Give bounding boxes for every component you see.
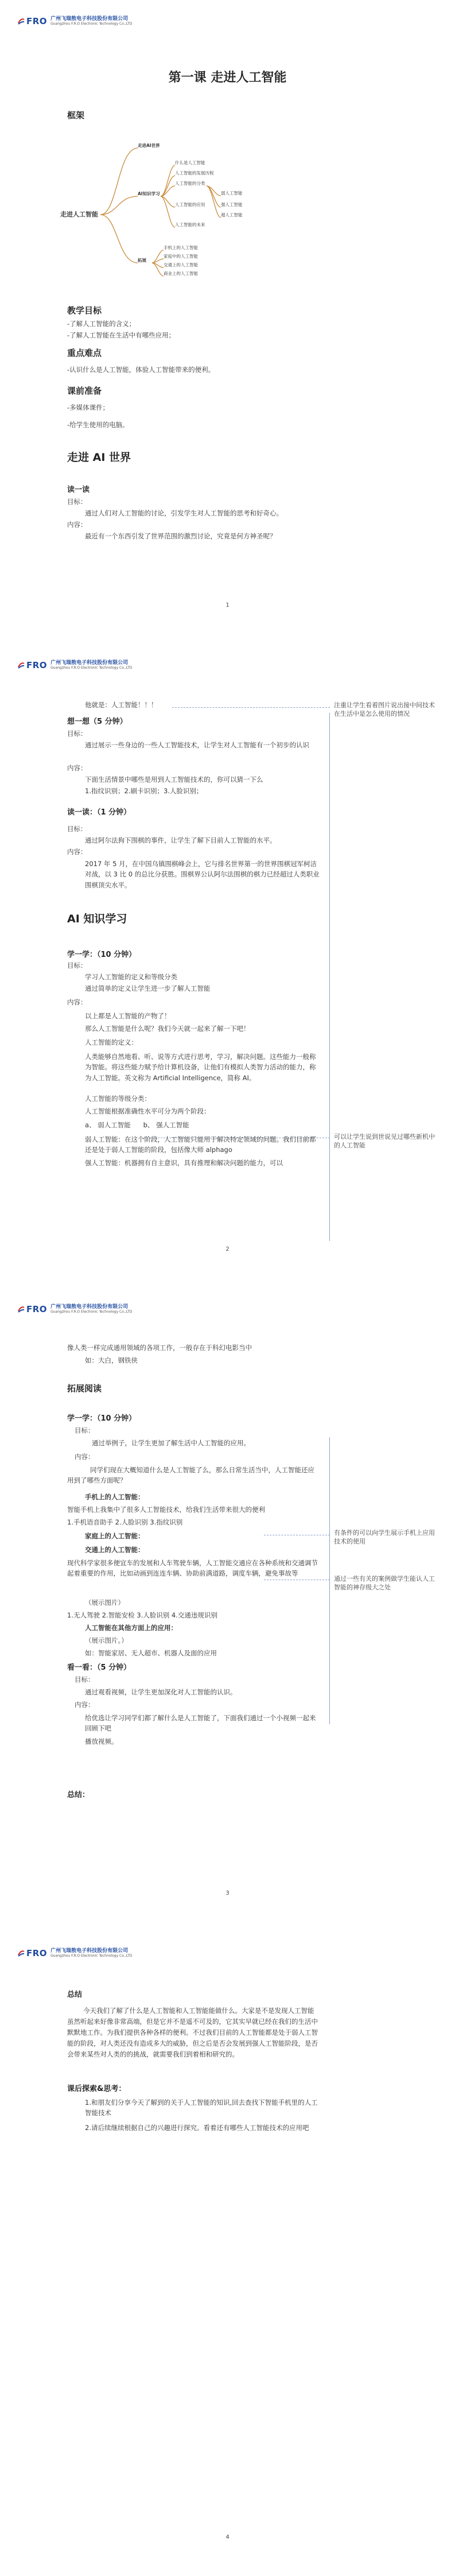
learn-line: 家庭上的人工智能： <box>85 1532 145 1540</box>
read2-line: 2017 年 5 月，在中国乌镇围棋峰会上，它与排名世界第一的世界围棋冠军柯洁对战，以 3 比 0 的总比分获胜。围棋界公认阿尔法围棋的棋力已经超过人类职业围棋顶尖水平。 <box>85 860 320 889</box>
learn-line: 内容： <box>67 998 87 1006</box>
summary-heading: 总结 <box>67 1991 83 1999</box>
learn-line: 通过观看视频，让学生更加深化对人工智能的认识。 <box>85 1688 237 1696</box>
learn-line: 如：智能家居、无人超市、机器人及面的应用 <box>85 1649 217 1657</box>
goal-item: -了解人工智能的含义； <box>67 320 136 328</box>
page-header <box>17 1948 132 1958</box>
company-name-en: Guangzhou F.R.O Electronic Technology Co.,LTD <box>50 665 133 670</box>
page-header <box>17 660 132 670</box>
learn-line: 以上都是人工智能的产物了！ <box>85 1012 171 1020</box>
mindmap-root: 走进人工智能 <box>60 211 98 218</box>
read-line: 目标： <box>67 498 87 506</box>
page-number: 1 <box>225 602 230 608</box>
learn-line: 目标： <box>75 1426 95 1434</box>
think-heading: 想一想（5 分钟） <box>67 717 127 726</box>
mindmap-b3-item: 手机上的人工智能 <box>164 245 198 250</box>
think-line: 1.指纹识别；2.刷卡识别；3.人脸识别； <box>85 787 203 795</box>
learn-line: 同学们现在大概知道什么是人工智能了么，那么日常生活当中，人工智能还应用到了哪些方面呢？ <box>67 1466 314 1485</box>
learn-line: 人工智能的定义： <box>85 1038 138 1046</box>
logo-swirl-icon <box>17 1949 25 1957</box>
think-line: 内容： <box>67 764 87 772</box>
mindmap-b2-item: 人工智能的应用 <box>175 202 205 207</box>
learn-line: 目标： <box>67 961 87 969</box>
page-1 <box>0 0 455 644</box>
mindmap-b3-item: 交通上的人工智能 <box>164 262 198 267</box>
read-line: 通过人们对人工智能的讨论，引发学生对人工智能的思考和好奇心。 <box>85 509 283 517</box>
read2-line: 内容： <box>67 848 87 856</box>
think-line: 下面生活情景中哪些是用到人工智能技术的，你可以猜一下么 <box>85 775 263 783</box>
learn-line: 通过举例子，让学生更加了解生活中人工智能的应用。 <box>92 1439 250 1447</box>
section-title: 走进 AI 世界 <box>67 451 131 464</box>
goal-item: -了解人工智能在生活中有哪些应用； <box>67 331 176 339</box>
learn-line: 人工智能根据准确性水平可分为两个阶段： <box>85 1107 211 1115</box>
after-class-heading: 课后探索&思考： <box>67 2085 126 2093</box>
teacher-note: 有条件的可以向学生展示手机上应用技术的使用 <box>334 1529 435 1545</box>
learn-line: 学习人工智能的定义和等级分类 <box>85 973 177 981</box>
page-number: 3 <box>225 1890 230 1896</box>
company-logo <box>17 1304 47 1314</box>
prep-item: -给学生使用的电脑。 <box>67 421 129 429</box>
learn-line: 人类能够自然地看、听、说等方式进行思考，学习，解决问题。这些能力一般称为智能。将这些能力赋予给计算机设备，让他们有模拟人类智力活动的能力，称为人工智能。英文称为 Artificial Intelligence，简称 AI。 <box>85 1053 316 1082</box>
learn-line: 内容： <box>75 1453 95 1461</box>
text-line: 像人类一样完成通用领域的各项工作，一般存在于科幻电影当中 <box>67 1344 252 1352</box>
page-header <box>17 16 132 26</box>
prep-item: -多媒体课件； <box>67 404 110 412</box>
learn-line: 弱人工智能：在这个阶段，人工智能只能用于解决特定领域的问题。我们目前都还是处于弱人工智能的阶段，包括像大师 alphago <box>85 1135 316 1154</box>
key-text: -认识什么是人工智能，体验人工智能带来的便利。 <box>67 366 215 374</box>
teacher-note: 通过一些有关的案例做学生能认人工智能的神存级大之处 <box>334 1575 435 1591</box>
company-name-en: Guangzhou F.R.O Electronic Technology Co.,LTD <box>50 1309 133 1314</box>
read2-line: 目标： <box>67 825 87 833</box>
learn-line: 那么人工智能是什么呢？我们今天就一起来了解一下吧！ <box>85 1025 250 1033</box>
company-logo <box>17 660 47 670</box>
learn-line: 交通上的人工智能： <box>85 1546 145 1554</box>
after-class-item: 2.请后续继续根据自己的兴趣进行探究。看着还有哪些人工智能技术的应用吧 <box>85 2124 309 2132</box>
goal-heading: 教学目标 <box>67 305 102 316</box>
company-name-cn: 广州飞瑞敖电子科技股份有限公司 <box>50 1303 129 1310</box>
learn-line: 播放视频。 <box>85 1737 118 1745</box>
summary-text: 今天我们了解了什么是人工智能和人工智能能做什么。大家是不是发现人工智能虽然听起来好像非常高端，但是它并不是遥不可及的，它其实早就已经在我们的生活中默默地工作。为我们提供各种各样的便利。不过我们目前的人工智能都是处于弱人工智能的阶段，对人类还没有造成多大的威胁，但之后是否会发展到强人工智能阶段，是否会带来某些对人类的的挑战，就需要我们到着相和研究的。 <box>67 2007 318 2058</box>
logo-text: FRO <box>26 660 48 670</box>
lesson-title: 第一课 走进人工智能 <box>168 71 287 85</box>
learn-line: 智能手机上我集中了很多人工智能技术，给我们生活带来很大的便利 <box>67 1506 265 1514</box>
company-name-en: Guangzhou F.R.O Electronic Technology Co.,LTD <box>50 21 133 26</box>
read-line: 内容： <box>67 521 87 529</box>
logo-text: FRO <box>26 1304 48 1314</box>
after-class-item: 1.和朋友们分享今天了解到的关于人工智能的知识,回去查找下智能手机里的人工智能技术 <box>85 2098 318 2117</box>
comment-connector <box>172 707 330 708</box>
learn-line: a、 弱人工智能 b、 强人工智能 <box>85 1121 189 1129</box>
teacher-note: 注重让学生看着图片说出接中间技术在生活中是怎么使用的情况 <box>334 701 435 717</box>
learn-heading: 学一学：（10 分钟） <box>67 1414 137 1423</box>
mindmap-b2-item: 人工智能的未来 <box>175 222 205 227</box>
read2-heading: 读一读：（1 分钟） <box>67 808 131 817</box>
learn-line: 人工智能在其他方面上的应用： <box>85 1624 177 1632</box>
logo-swirl-icon <box>17 17 25 25</box>
mindmap-branch-1: 走进AI世界 <box>138 143 160 148</box>
page-2 <box>0 644 455 1288</box>
mindmap-b3-item: 家庭中的人工智能 <box>164 254 198 259</box>
text-line: 他就是：人工智能！！！ <box>85 701 158 709</box>
mindmap-diagram <box>60 141 290 290</box>
learn-line: 给优选让学习同学们都了解什么是人工智能了，下面我们通过一个小视频一起来回顾下吧 <box>85 1714 316 1733</box>
read2-line: 通过阿尔法狗下围棋的事件，让学生了解下目前人工智能的水平。 <box>85 836 277 844</box>
learn-line: 手机上的人工智能： <box>85 1493 145 1501</box>
logo-swirl-icon <box>17 661 25 669</box>
company-logo <box>17 16 47 26</box>
mindmap-b2-subitem: 弱人工智能 <box>221 191 243 196</box>
logo-text: FRO <box>26 1948 48 1958</box>
extension-title: 拓展阅读 <box>67 1383 102 1394</box>
company-name-cn: 广州飞瑞敖电子科技股份有限公司 <box>50 15 129 22</box>
page-3 <box>0 1288 455 1932</box>
read-line: 最近有一个东西引发了世界范围的激烈讨论，究竟是何方神圣呢？ <box>85 532 277 540</box>
logo-swirl-icon <box>17 1305 25 1313</box>
framework-heading: 框架 <box>67 110 85 121</box>
mindmap-branch-3: 拓展 <box>138 258 146 263</box>
learn-heading: 学一学：（10 分钟） <box>67 951 137 959</box>
learn-line: 内容： <box>75 1701 95 1709</box>
text-line: 如：大白，钢铁侠 <box>85 1356 138 1364</box>
learn-line: 目标： <box>75 1675 95 1683</box>
logo-text: FRO <box>26 16 48 26</box>
page-4 <box>0 1932 455 2576</box>
company-name-cn: 广州飞瑞敖电子科技股份有限公司 <box>50 1947 129 1954</box>
company-name-en: Guangzhou F.R.O Electronic Technology Co.,LTD <box>50 1953 133 1958</box>
read-heading: 读一读 <box>67 486 90 494</box>
summary-label: 总结： <box>67 1791 90 1799</box>
prep-heading: 课前准备 <box>67 386 102 396</box>
page-number: 2 <box>225 1246 230 1252</box>
think-line: 目标： <box>67 730 87 738</box>
watch-heading: 看一看：（5 分钟） <box>67 1663 131 1672</box>
ai-section-title: AI 知识学习 <box>67 913 127 925</box>
company-logo <box>17 1948 47 1958</box>
learn-line: 1.无人驾驶 2.智能安检 3.人脸识别 4.交通违规识别 <box>67 1611 217 1619</box>
company-name-cn: 广州飞瑞敖电子科技股份有限公司 <box>50 659 129 666</box>
mindmap-b2-subitem: 强人工智能 <box>221 202 243 207</box>
learn-line: 人工智能的等级分类： <box>85 1095 151 1103</box>
learn-line: （展示图片） <box>85 1599 125 1607</box>
key-heading: 重点难点 <box>67 348 102 358</box>
learn-line: 通过简单的定义让学生进一步了解人工智能 <box>85 984 211 992</box>
learn-line: 1.手机语音助手 2.人脸识别 3.指纹识别 <box>67 1518 183 1526</box>
comment-margin-line <box>329 1437 330 1724</box>
page-number: 4 <box>225 2534 230 2540</box>
mindmap-b2-item: 人工智能的分类 <box>175 181 205 186</box>
page-header <box>17 1304 132 1314</box>
mindmap-branch-2: AI知识学习 <box>138 191 160 196</box>
teacher-note: 可以让学生说到世说见过哪些新机中的人工智能 <box>334 1133 435 1149</box>
mindmap-b2-item: 什么是人工智能 <box>175 160 205 165</box>
think-line: 通过展示一些身边的一些人工智能技术，让学生对人工智能有一个初步的认识 <box>85 741 309 749</box>
mindmap-b2-subitem: 超人工智能 <box>221 212 243 218</box>
mindmap-b2-item: 人工智能的发展历程 <box>175 170 214 176</box>
mindmap-b3-item: 商业上的人工智能 <box>164 271 198 276</box>
learn-line: 强人工智能：机器拥有自主意识，具有推理和解决问题的能力，可以 <box>85 1159 283 1167</box>
comment-margin-line <box>329 713 330 1241</box>
learn-line: （展示图片。） <box>85 1636 128 1644</box>
learn-line: 现代科学家很多便宜车的发展和人车驾驶车辆，人工智能交通应在各种系统和交通调节起着重要的作用，比如动画到连连车辆、协助前满道路，调度车辆，避免事故等 <box>67 1559 318 1578</box>
